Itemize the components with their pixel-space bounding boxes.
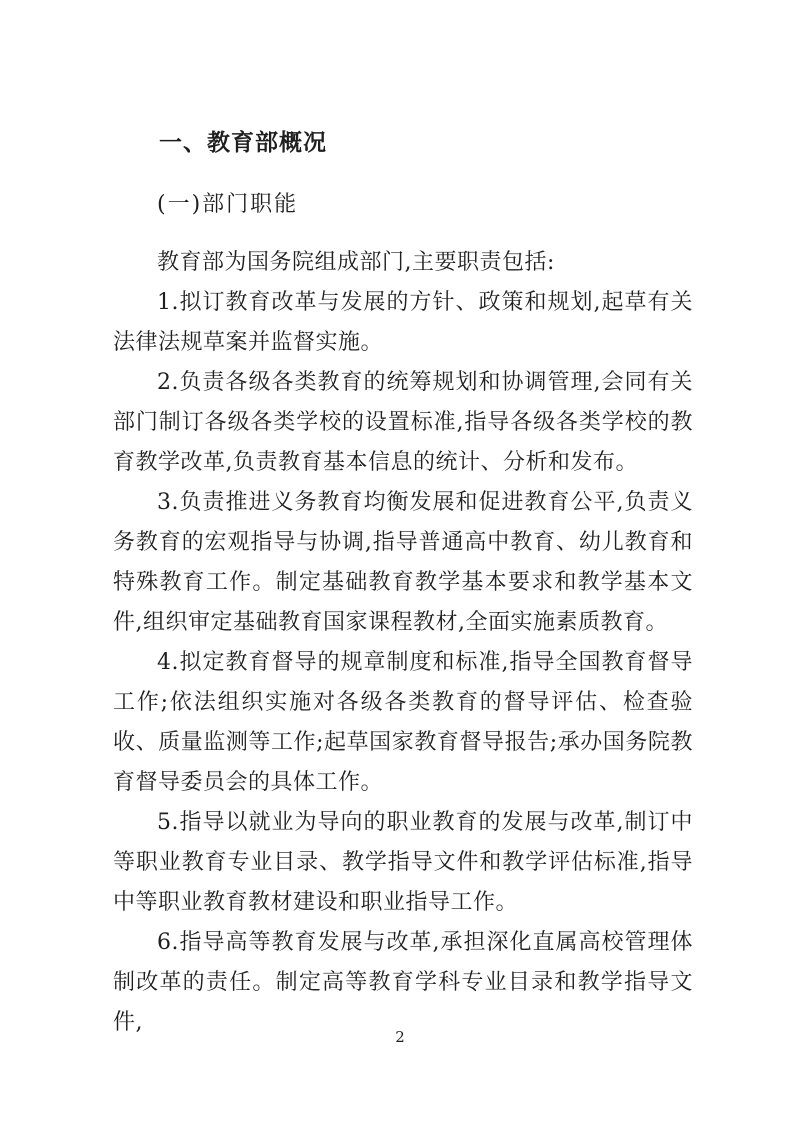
section-heading: 一、教育部概况: [159, 130, 327, 156]
intro-paragraph: 教育部为国务院组成部门,主要职责包括:: [157, 250, 555, 275]
page-content: [113, 128, 693, 1043]
body-text: [113, 243, 693, 1043]
duty-paragraph-2: 2.负责各级各类教育的统筹规划和协调管理,会同有关部门制订各级各类学校的设置标准,指导各级各类学校的教育教学改革,负责教育基本信息的统计、分析和发布。: [113, 370, 693, 475]
page-number: 2: [395, 1028, 405, 1046]
duty-paragraph-4: 4.拟定教育督导的规章制度和标准,指导全国教育督导工作;依法组织实施对各级各类教育的督导评估、检查验收、质量监测等工作;起草国家教育督导报告;承办国务院教育督导委员会的具体工作。: [113, 650, 693, 795]
subsection-heading: (一)部门职能: [157, 192, 299, 217]
duty-paragraph-6: 6.指导高等教育发展与改革,承担深化直属高校管理体制改革的责任。制定高等教育学科专业目录和教学指导文件,: [113, 930, 693, 1035]
duty-paragraph-1: 1.拟订教育改革与发展的方针、政策和规划,起草有关法律法规草案并监督实施。: [113, 290, 693, 355]
duty-paragraph-5: 5.指导以就业为导向的职业教育的发展与改革,制订中等职业教育专业目录、教学指导文件和教学评估标准,指导中等职业教育教材建设和职业指导工作。: [113, 810, 693, 915]
duty-paragraph-3: 3.负责推进义务教育均衡发展和促进教育公平,负责义务教育的宏观指导与协调,指导普通高中教育、幼儿教育和特殊教育工作。制定基础教育教学基本要求和教学基本文件,组织审定基础教育国家课程教材,全面实施素质教育。: [113, 490, 693, 635]
